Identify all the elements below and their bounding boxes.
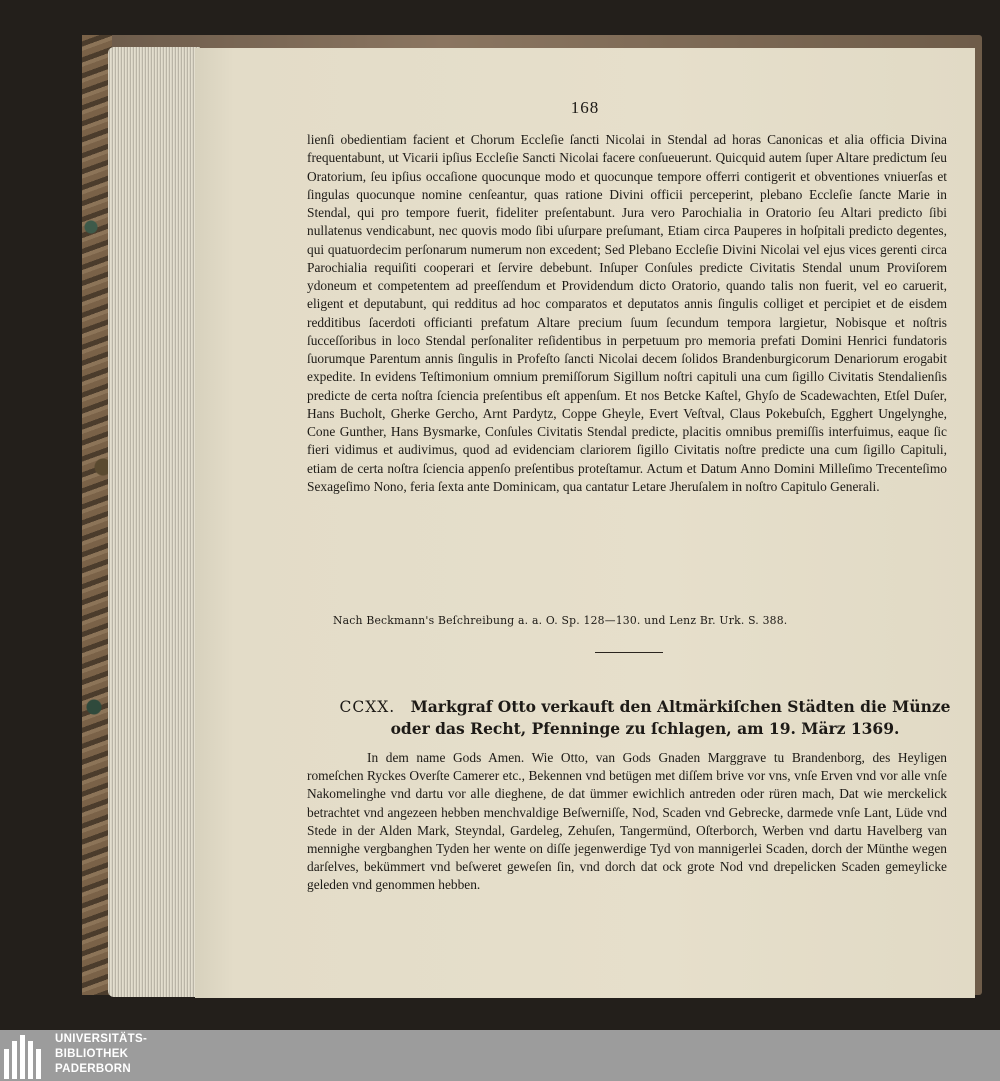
library-logo-icon (4, 1033, 48, 1079)
latin-charter-text (307, 131, 947, 496)
library-footer (0, 1030, 1000, 1081)
document-heading (335, 696, 955, 739)
library-name-line: UNIVERSITÄTS- (55, 1033, 148, 1045)
page-edges (108, 47, 200, 997)
page-number: 168 (570, 98, 600, 117)
library-name[interactable] (55, 1032, 147, 1077)
latin-paragraph: lienſi obedientiam facient et Chorum Eccleſie ſancti Nicolai in Stendal ad horas Canonicas et alia officia Divina frequentabunt, ut Vicarii ipſius Eccleſie Sancti Nicolai facere conſueuerunt. Quicquid autem ſuper Altare predictum ſeu Oratorium, ſeu ipſius occaſione quocunque modo et quocunque tempore offerri contigerit et obventiones vniuerſas et ſingulas quocunque nomine cenſeantur, quas ratione Divini officii perceperint, plebano Eccleſie ſancte Marie in Stendal, qui pro tempore fuerit, fideliter preſentabunt. Jura vero Parochialia in Oratorio ſeu Altari predicto ſibi nullatenus vendicabunt, nec quovis modo ſibi uſurpare preſumant, Etiam circa Pauperes in hoſpitali predicto degentes, qui quatuordecim perſonarum numerum non excedent; Sed Plebano Eccleſie Divini Nicolai vel ejus vices gerenti circa Parochialia requiſiti cooperari et ſervire debebunt. Inſuper Conſules predicte Civitatis Stendal unum Proviſorem ydoneum et competentem ad preeſſendum et Providendum dicto Oratorio, quando talis non fuerit, vel eo caruerit, eligent et deputabunt, qui redditus ad hoc comparatos et deputatos annis ſingulis colliget et percipiet et de eisdem redditibus ſacerdoti officianti prefatum Altare precium ſuum ſecundum tempora largietur, Nobisque et noſtris ſucceſſoribus in loco Stendal perſonaliter reſidentibus in perpetuum pro memoria prefati Domini Henrici fundatoris ſuorumque Parentum annis ſingulis in Profeſto ſancti Nicolai decem ſolidos Brandenburgicorum Denariorum erogabit expedite. In evidens Teſtimonium omnium premiſſorum Sigillum noſtri capituli una cum ſigillo Civitatis Stendalienſis predicte de certa noſtra ſciencia preſentibus eſt appenſum. Et nos Betcke Kaſtel, Ghyſo de Scadewachten, Etſel Duſer, Hans Bucholt, Gherke Gercho, Arnt Pardytz, Coppe Gheyle, Evert Veſtval, Claus Pokebuſch, Egghert Ungelynghe, Cone Gunther, Hans Bysmarke, Conſules Civitatis Stendal predicte, placitis omnibus premiſſis interfuimus, eaque ſic fieri vidimus et audivimus, quod ad evidenciam clariorem ſigillo Civitatis noſtre predicte una cum ſigillo Capituli, etiam de certa noſtra ſciencia appenſo preſentibus proteſtamur. Actum et Datum Anno Domini Milleſimo Trecenteſimo Sexageſimo Nono, feria ſexta ante Dominicam, qua cantatur Letare Jheruſalem in noſtro Capitulo Generali. (307, 132, 947, 494)
source-citation: Nach Beckmann's Beſchreibung a. a. O. Sp. 128—130. und Lenz Br. Urk. S. 388. (333, 614, 788, 627)
german-paragraph: In dem name Gods Amen. Wie Otto, van Gods Gnaden Marggrave tu Brandenborg, des Heyligen romeſchen Ryckes Overſte Camerer etc., Bekennen vnd betügen met diſſem brive vor vns, vnſe Erven vnd vor alle vnſe Nakomelinghe vnd dartu vor alle dieghene, de dat ümmer ewichlich antreden oder rüren mach, Dat wie merckelick betrachtet vnd angezeen hebben menchvaldige Beſwerniſſe, Nod, Scaden vnd Gebrecke, darmede vnſe Lant, Lüde vnd Stede in der Alden Mark, Steyndal, Gardeleg, Zehuſen, Tangermünd, Oſterborch, Werben vnd dartu Havelberg van mennighe vergbanghen Tyden her wente on diſſe jegenwerdige Tyd von mannigerlei Scaden, dorch der Münthe wegen darſelves, bekümmert vnd beſweret geweſen ſin, vnd dorch dat ock grote Nod vnd drepelicken Scaden gemeylicke geleden vnd genommen hebben. (307, 750, 947, 893)
section-divider (595, 652, 663, 653)
library-name-line: PADERBORN (55, 1063, 131, 1075)
heading-number: CCXX. (339, 698, 396, 716)
library-name-line: BIBLIOTHEK (55, 1048, 129, 1060)
heading-title: Markgraf Otto verkauft den Altmärkiſchen Städten die Münze oder das Recht, Pfenninge zu ſchlagen, am 19. März 1369. (390, 697, 951, 738)
german-charter-text (307, 749, 947, 895)
book-page (195, 48, 975, 998)
